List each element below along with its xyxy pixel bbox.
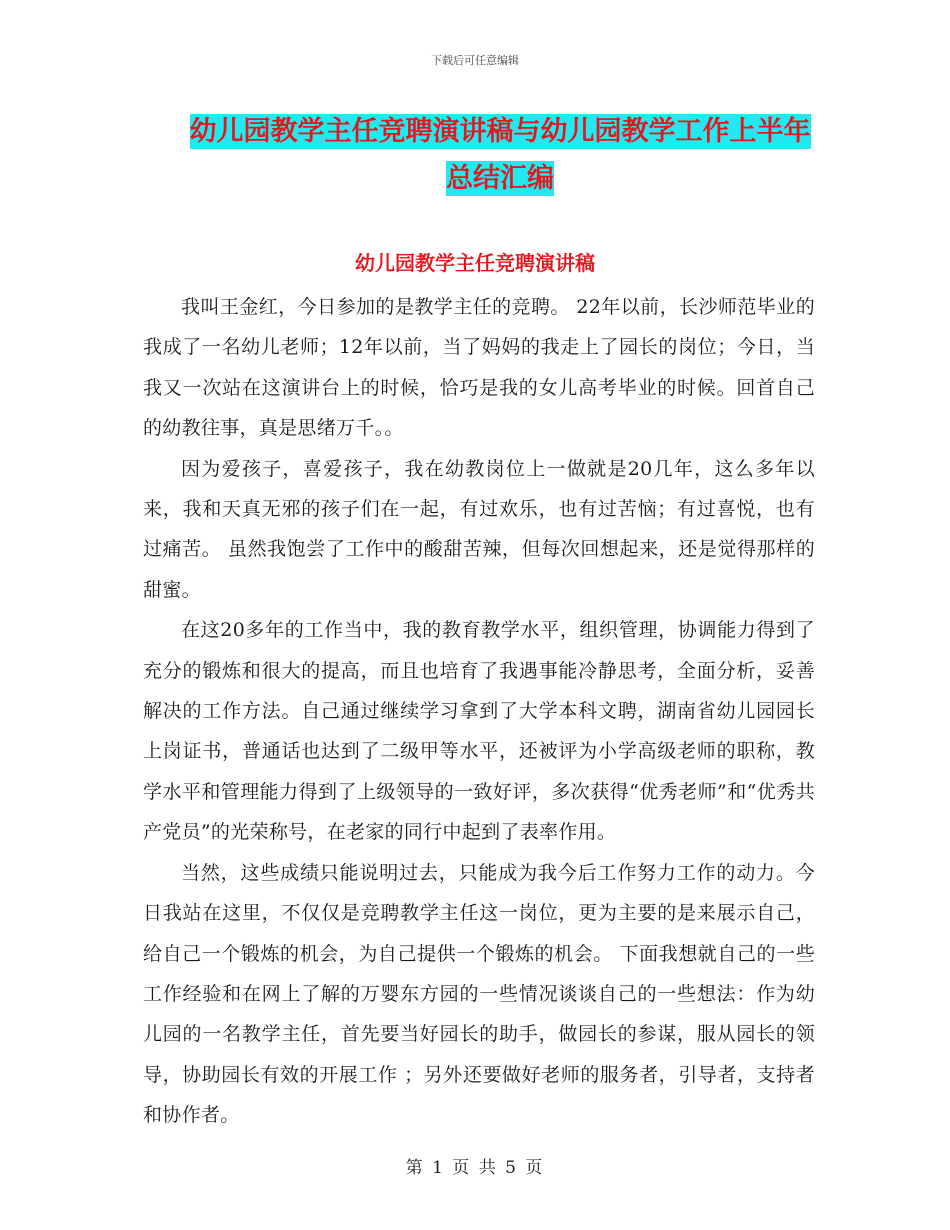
header-note: 下载后可任意编辑 bbox=[431, 54, 519, 67]
document-body bbox=[143, 287, 815, 1136]
page-footer: 第 1 页 共 5 页 bbox=[405, 1158, 545, 1178]
paragraph: 因为爱孩子，喜爱孩子，我在幼教岗位上一做就是20几年，这么多年以来，我和天真无邪的孩子们在一起，有过欢乐，也有过苦恼；有过喜悦，也有过痛苦。 虽然我饱尝了工作中的酸甜苦辣，但每次回想起来，还是觉得那样的甜蜜。 bbox=[143, 457, 815, 601]
title-line-1: 幼儿园教学主任竞聘演讲稿与幼儿园教学工作上半年 bbox=[189, 116, 811, 147]
title-line-2: 总结汇编 bbox=[446, 163, 554, 194]
section-title: 幼儿园教学主任竞聘演讲稿 bbox=[355, 251, 595, 275]
paragraph: 当然，这些成绩只能说明过去，只能成为我今后工作努力工作的动力。今日我站在这里，不仅仅是竞聘教学主任这一岗位，更为主要的是来展示自己，给自己一个锻炼的机会，为自己提供一个锻炼的机会。 下面我想就自己的一些工作经验和在网上了解的万婴东方园的一些情况谈谈自己的一些想法：作为幼儿园的一名教学主任，首先要当好园长的助手，做园长的参谋，服从园长的领导，协助园长有效的开展工作 ；另外还要做好老师的服务者，引导者，支持者和协作者。 bbox=[143, 861, 815, 1127]
paragraph: 我叫王金红，今日参加的是教学主任的竞聘。 22年以前，长沙师范毕业的我成了一名幼儿老师；12年以前，当了妈妈的我走上了园长的岗位；今日，当我又一次站在这演讲台上的时候，恰巧是我的女儿高考毕业的时候。回首自己的幼教往事，真是思绪万千。。 bbox=[143, 296, 815, 440]
paragraph: 在这20多年的工作当中，我的教育教学水平，组织管理，协调能力得到了充分的锻炼和很大的提高，而且也培育了我遇事能冷静思考，全面分析，妥善解决的工作方法。自己通过继续学习拿到了大学本科文聘，湖南省幼儿园园长上岗证书，普通话也达到了二级甲等水平，还被评为小学高级老师的职称，教学水平和管理能力得到了上级领导的一致好评，多次获得“优秀老师”和“优秀共产党员”的光荣称号，在老家的同行中起到了表率作用。 bbox=[143, 619, 815, 844]
document-title bbox=[150, 108, 850, 202]
